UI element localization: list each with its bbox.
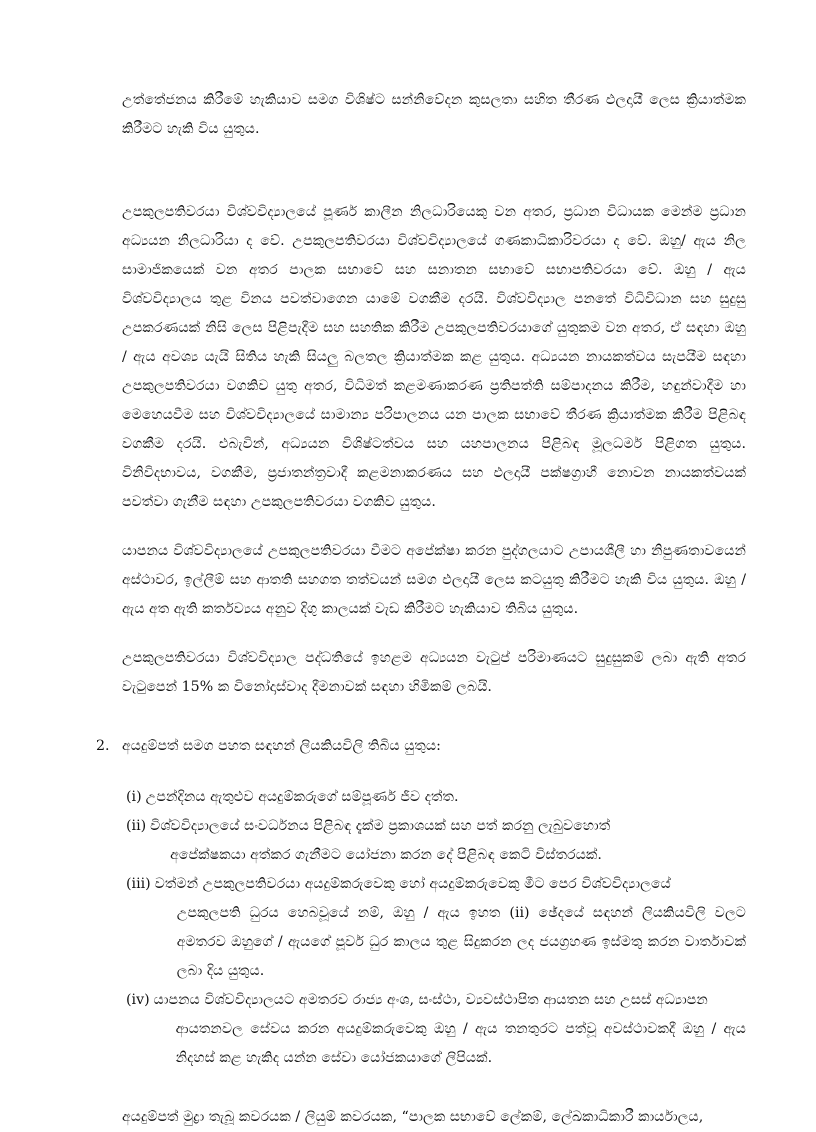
list-item-text: විශ්වවිද්‍යාලයේ සංවර්ධනය පිළිබඳ දැක්ම ප්‍රකාශයක් සහ පත් කරනු ලැබුවහොත් xyxy=(150,818,611,834)
list-item-marker: (iii) xyxy=(126,876,151,892)
list-item xyxy=(126,783,746,812)
required-documents-list xyxy=(126,783,746,1073)
list-item-text: යාපනය විශ්වවිද්‍යාලයට අමතරව රාජ්‍ය අංශ, සංස්ථා, ව්‍යවස්ථාපිත ආයතන සහ උසස් අධ්‍යාපන xyxy=(153,992,708,1008)
list-item-marker: (iv) xyxy=(126,992,150,1008)
list-item-2 xyxy=(96,732,746,761)
list-item-text: උපන්දිනය ඇතුළුව අයදුම්කරුගේ සම්පූර්ණ ජීව දත්ත. xyxy=(145,789,459,805)
list-item xyxy=(126,870,746,986)
paragraph-submission: අයදුම්පත් මුද්‍රා තැබූ කවරයක / ලියුම් කවරයක, “පාලක සභාවේ ලේකම්, ලේඛකාධිකාරී කාර්යාලය, xyxy=(122,1109,704,1125)
list-item-text: අයදුම්පත් සමග පහත සඳහන් ලියකියවිලි තිබිය යුතුය: xyxy=(122,738,441,754)
list-item-text: වත්මන් උපකුලපතිවරයා අයදුම්කරුවෙකු හෝ අයදුම්කරුවෙකු මීට පෙර විශ්වවිද්‍යාලයේ xyxy=(154,876,671,892)
list-item-text-continued: අපේක්ෂකයා අත්කර ගැනීමට යෝජනා කරන දේ පිළිබඳ කෙටි විස්තරයක්. xyxy=(170,847,602,863)
list-item xyxy=(126,986,746,1073)
paragraph-vc-salary: උපකුලපතිවරයා විශ්වවිද්‍යාල පද්ධතියේ ඉහළම අධ්‍යයන වැටුප් පරිමාණයට සුදුසුකම් ලබා ඇති අතර වැටුපෙන් 15% ක විනෝදාස්වාද දීමනාවක් සඳහා හිමිකම් ලබයි. xyxy=(122,650,746,695)
list-item-number: 2. xyxy=(96,738,110,754)
list-item xyxy=(126,812,746,870)
paragraph-vc-role: උපකුලපතිවරයා විශ්වවිද්‍යාලයේ පූර්ණ කාලීන නිලධාරියෙකු වන අතර, ප්‍රධාන විධායක මෙන්ම ප්‍රධාන අධ්‍යයන නිලධාරියා ද වේ. උපකුලපතිවරයා විශ්වවිද්‍යාලයේ ගණකාධිකාරිවරයා ද වේ. ඔහු/ ඇය නිල සාමාජිකයෙක් වන අතර පාලක සභාවේ සහ සනාතන සභාවේ සභාපතිවරයා වේ. ඔහු / ඇය විශ්වවිද්‍යාලය තුළ විනය පවත්වාගෙන යාමේ වගකීම දරයි. විශ්වවිද්‍යාල පනතේ විධිවිධාන සහ සුදුසු උපකරණයක් නිසි ලෙස පිළිපැදීම සහ සහතික කිරීම උපකුලපතිවරයාගේ යුතුකම වන අතර, ඒ සඳහා ඔහු / ඇය අවශ්‍ය යැයි සිතිය හැකි සියලු බලතල ක්‍රියාත්මක කළ යුතුය. අධ්‍යයන නායකත්වය සැපයීම සඳහා උපකුලපතිවරයා වගකිව යුතු අතර, විධිමත් කළමණාකරණ ප්‍රතිපත්ති සම්පාදනය කිරීම, හඳුන්වාදීම හා මෙහෙයවීම සහ විශ්වවිද්‍යාලයේ සාමාන්‍ය පරිපාලනය යන පාලක සභාවේ තීරණ ක්‍රියාත්මක කිරීම පිළිබඳ වගකීම දරයි. එබැවින්, අධ්‍යයන විශිෂ්ටත්වය සහ යහපාලනය පිළිබඳ මූලධර්ම පිළිගත යුතුය. විනිවිදභාවය, වගකීම, ප්‍රජාතන්ත්‍රවාදී කළමනාකරණය සහ ඵලදායී පක්ෂග්‍රාහී නොවන නායකත්වයක් පවත්වා ගැනීම සඳහා උපකුලපතිවරයා වගකිව යුතුය. xyxy=(122,204,746,510)
list-item-marker: (i) xyxy=(126,789,142,805)
list-item-text-continued: උපකුලපති ධුරය හෙබවූයේ නම්, ඔහු / ඇය ඉහත (ii) ඡේදයේ සඳහන් ලියකියවිලි වලට අමතරව ඔහුගේ / ඇයගේ පූර්ව ධුර කාලය තුළ සිදුකරන ලද ජයග්‍රහණ ඉස්මතු කරන වාර්තාවක් ලබා දිය යුතුය. xyxy=(176,905,746,979)
paragraph-intro: උත්තේජනය කිරීමේ හැකියාව සමග විශිෂ්ට සන්නිවේදන කුසලතා සහිත තීරණ ඵලදායී ලෙස ක්‍රියාත්මක කිරීමට හැකි විය යුතුය. xyxy=(122,92,746,137)
list-item-marker: (ii) xyxy=(126,818,147,834)
list-item-text-continued: ආයතනවල සේවය කරන අයදුම්කරුවෙකු ඔහු / ඇය තනතුරට පත්වූ අවස්ථාවකදී ඔහු / ඇය නිදහස් කළ හැකිද යන්න සේවා යෝජකයාගේ ලිපියක්. xyxy=(175,1021,746,1066)
paragraph-vc-expectations: යාපනය විශ්වවිද්‍යාලයේ උපකුලපතිවරයා වීමට අපේක්ෂා කරන පුද්ගලයාට උපායශීලී හා නිපුණතාවයෙන් අස්ථාවර, ඉල්ලීම් සහ ආතති සහගත තත්වයන් සමග ඵලදායී ලෙස කටයුතු කිරීමට හැකි විය යුතුය. ඔහු / ඇය අත ඇති කර්තව්‍යය අනුව දිගු කාලයක් වැඩ කිරීමට හැකියාව තිබිය යුතුය. xyxy=(122,543,746,617)
